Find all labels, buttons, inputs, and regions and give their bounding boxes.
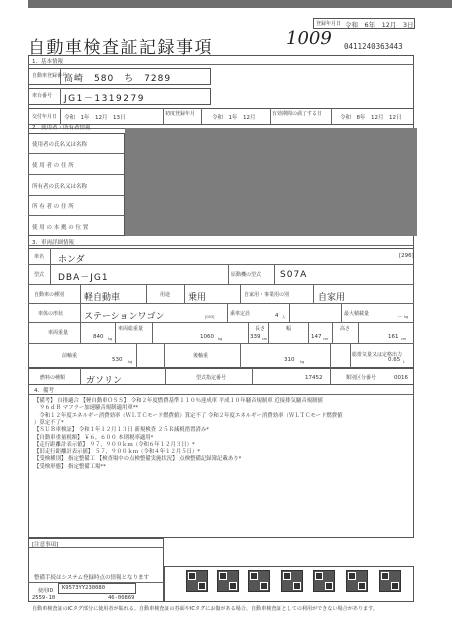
fuel: ガソリン: [86, 376, 123, 386]
redacted-block: [125, 128, 417, 236]
front-axle: 530: [112, 357, 123, 363]
fuel-label: 燃料の種類: [40, 375, 66, 381]
height-unit: cm: [401, 337, 407, 341]
maker-code: [296]: [399, 253, 414, 259]
maker: ホンダ: [58, 255, 85, 265]
front-axle-unit: kg: [128, 360, 133, 364]
qr-code-3: [248, 570, 270, 592]
issue-value: 令和 1年 12月 13日: [64, 115, 126, 121]
footer-section-label: [注意事項]: [32, 542, 59, 548]
kind-label: 自動車の種別: [34, 292, 65, 298]
remark-line: 【受検形態】 指定整備工場**: [34, 463, 106, 470]
front-axle-label: 前軸重: [62, 353, 78, 359]
body-code: [003]: [205, 315, 215, 319]
qr-code-2: [217, 570, 239, 592]
capacity-label: 乗車定員: [230, 311, 251, 317]
use-label: 用途: [160, 292, 171, 298]
height-label: 高さ: [340, 326, 351, 332]
user-address-label: 使 用 者 の 住 所: [32, 163, 74, 169]
reg-number-label: 自動車登録番号: [32, 73, 68, 79]
weight: 840: [93, 334, 104, 340]
model: DBA－JG1: [58, 273, 109, 283]
section3-heading: 3．車両詳細情報: [32, 240, 74, 246]
footer-code-1: 2559-10: [32, 595, 56, 601]
section1-heading: 1．基本情報: [32, 59, 63, 65]
electronic-id-label: 使用ID: [38, 588, 54, 594]
handwritten-number: 1009: [286, 28, 332, 49]
rear-axle-label: 後軸重: [193, 353, 209, 359]
engine-label: 原動機の型式: [231, 272, 262, 278]
business-label: 自家用・事業用の別: [244, 292, 290, 298]
displacement-unit: L: [403, 360, 405, 364]
gross-weight: 1060: [200, 334, 214, 340]
remark-line: 【自動車重量税額】 ￥６，６００ 本則税率適用*: [34, 434, 154, 441]
qr-code-6: [346, 570, 368, 592]
kind: 軽自動車: [84, 293, 121, 303]
remark-line: 【ＳＵＢ車検証】 令和１年１２月１３日 新規検査 ２５Ｒ減税措置済み*: [34, 427, 209, 434]
displacement: 0.65: [388, 357, 401, 363]
width-label: 幅: [286, 326, 292, 332]
length-label: 長さ: [255, 326, 266, 332]
section2-heading: 2．使用者・所有者情報: [32, 125, 91, 131]
first-reg-label: 初度登録年月: [165, 111, 196, 117]
owner-name-label: 所有者の氏名又は名称: [32, 184, 88, 190]
max-load-label: 最大積載量: [344, 311, 370, 317]
electronic-id: K9573YY230080: [62, 585, 106, 591]
remark-line: ）算定不了*: [34, 419, 64, 426]
length-unit: cm: [262, 337, 268, 341]
qr-code-7: [379, 570, 401, 592]
type-number: 17452: [305, 375, 323, 381]
rear-axle: 310: [284, 357, 295, 363]
width-unit: cm: [323, 337, 329, 341]
top-bar: [28, 0, 452, 8]
max-load-unit: kg: [404, 315, 409, 319]
height: 161: [388, 334, 399, 340]
remark-line: 【走行距離計表示値】 ９７，９００ｋｍ（令和６年１２月３日）*: [34, 441, 195, 448]
qr-code-5: [313, 570, 335, 592]
remark-line: 【受検種別】 指定整備工 【検査場中の点検整備実施状況】 点検整備記録簿記載あり*: [34, 456, 242, 463]
capacity-unit: 人: [282, 315, 286, 319]
business: 自家用: [318, 293, 346, 303]
displacement-label: 総排気量又は定格出力: [352, 352, 403, 358]
footer-code-2: 46-00869: [108, 595, 135, 601]
first-reg-value: 令和 1年 12月: [212, 115, 256, 121]
expiry-label: 有効期間の満了する日: [272, 111, 323, 117]
reg-number: 高崎 580 ち 7289: [64, 74, 172, 84]
footer-note: 整備手続はシステム登録時点の情報となります: [34, 575, 149, 581]
type-number-label: 型式指定番号: [196, 375, 227, 381]
bottom-note: 自動車検査証のICタグ部分に使用者が貼れる。自動車検査証の券面やICタグにお傷がある場合、自動車検査証としての利用ができない場合があります。: [32, 606, 378, 612]
weight-label: 車両重量: [48, 330, 69, 336]
rear-axle-unit: kg: [300, 360, 305, 364]
remark-line: 令和１２年度エネルギー消費効率（ＷＬＴＣモード燃費値）算定不了 令和２年度エネルギー消費効率（ＷＬＴＣモード燃費値: [34, 412, 343, 419]
use: 乗用: [188, 293, 207, 303]
weight-unit: kg: [108, 337, 113, 341]
issue-label: 交付年月日: [32, 114, 58, 120]
owner-address-label: 所 有 者 の 住 所: [32, 204, 74, 210]
gross-weight-label: 車両総重量: [118, 326, 144, 332]
base-location-label: 使 用 の 本 拠 の 位 置: [32, 225, 89, 231]
expiry-value: 令和 8年 12月 12日: [340, 115, 402, 121]
qr-code-4: [281, 570, 303, 592]
document-number: 0411240363443: [344, 42, 403, 51]
length: 339: [250, 334, 261, 340]
category-number: 0016: [394, 375, 408, 381]
chassis-label: 車台番号: [32, 93, 53, 99]
gross-weight-unit: kg: [218, 337, 223, 341]
remark-line: 【備考】 自排適合 【軽自動車ＯＳＳ】 令和２年度燃費基準１１０％達成車 平成１０年騒音規制車 近接排気騒音規制値: [34, 398, 323, 404]
body-shape: ステーションワゴン: [84, 312, 165, 322]
category-number-label: 類別区分番号: [346, 375, 377, 381]
width: 147: [311, 334, 322, 340]
maker-label: 車名: [34, 254, 45, 260]
engine: S07A: [280, 270, 308, 280]
max-load: －: [397, 315, 403, 321]
remark-line: 【旧走行距離計表示値】 ５７，９００ｋｍ（令和４年１２月５日）*: [34, 449, 201, 456]
issue-date: 令和 6年 12月 3日: [345, 20, 414, 29]
vehicle-detail-grid: [28, 248, 414, 368]
capacity: 4: [275, 313, 279, 319]
remark-line: ９６ｄＢ マフラー加速騒音規制適用車**: [34, 405, 139, 412]
user-name-label: 使用者の氏名又は名称: [32, 142, 88, 148]
body-label: 車体の形状: [38, 311, 64, 317]
section4-heading: 4．備考: [34, 388, 54, 394]
model-label: 型式: [34, 272, 45, 278]
chassis-number: JG1－1319279: [64, 94, 145, 104]
qr-code-1: [186, 570, 208, 592]
page-title: 自動車検査証記録事項: [28, 38, 213, 58]
issue-date-label: 登録年月日: [316, 21, 342, 27]
